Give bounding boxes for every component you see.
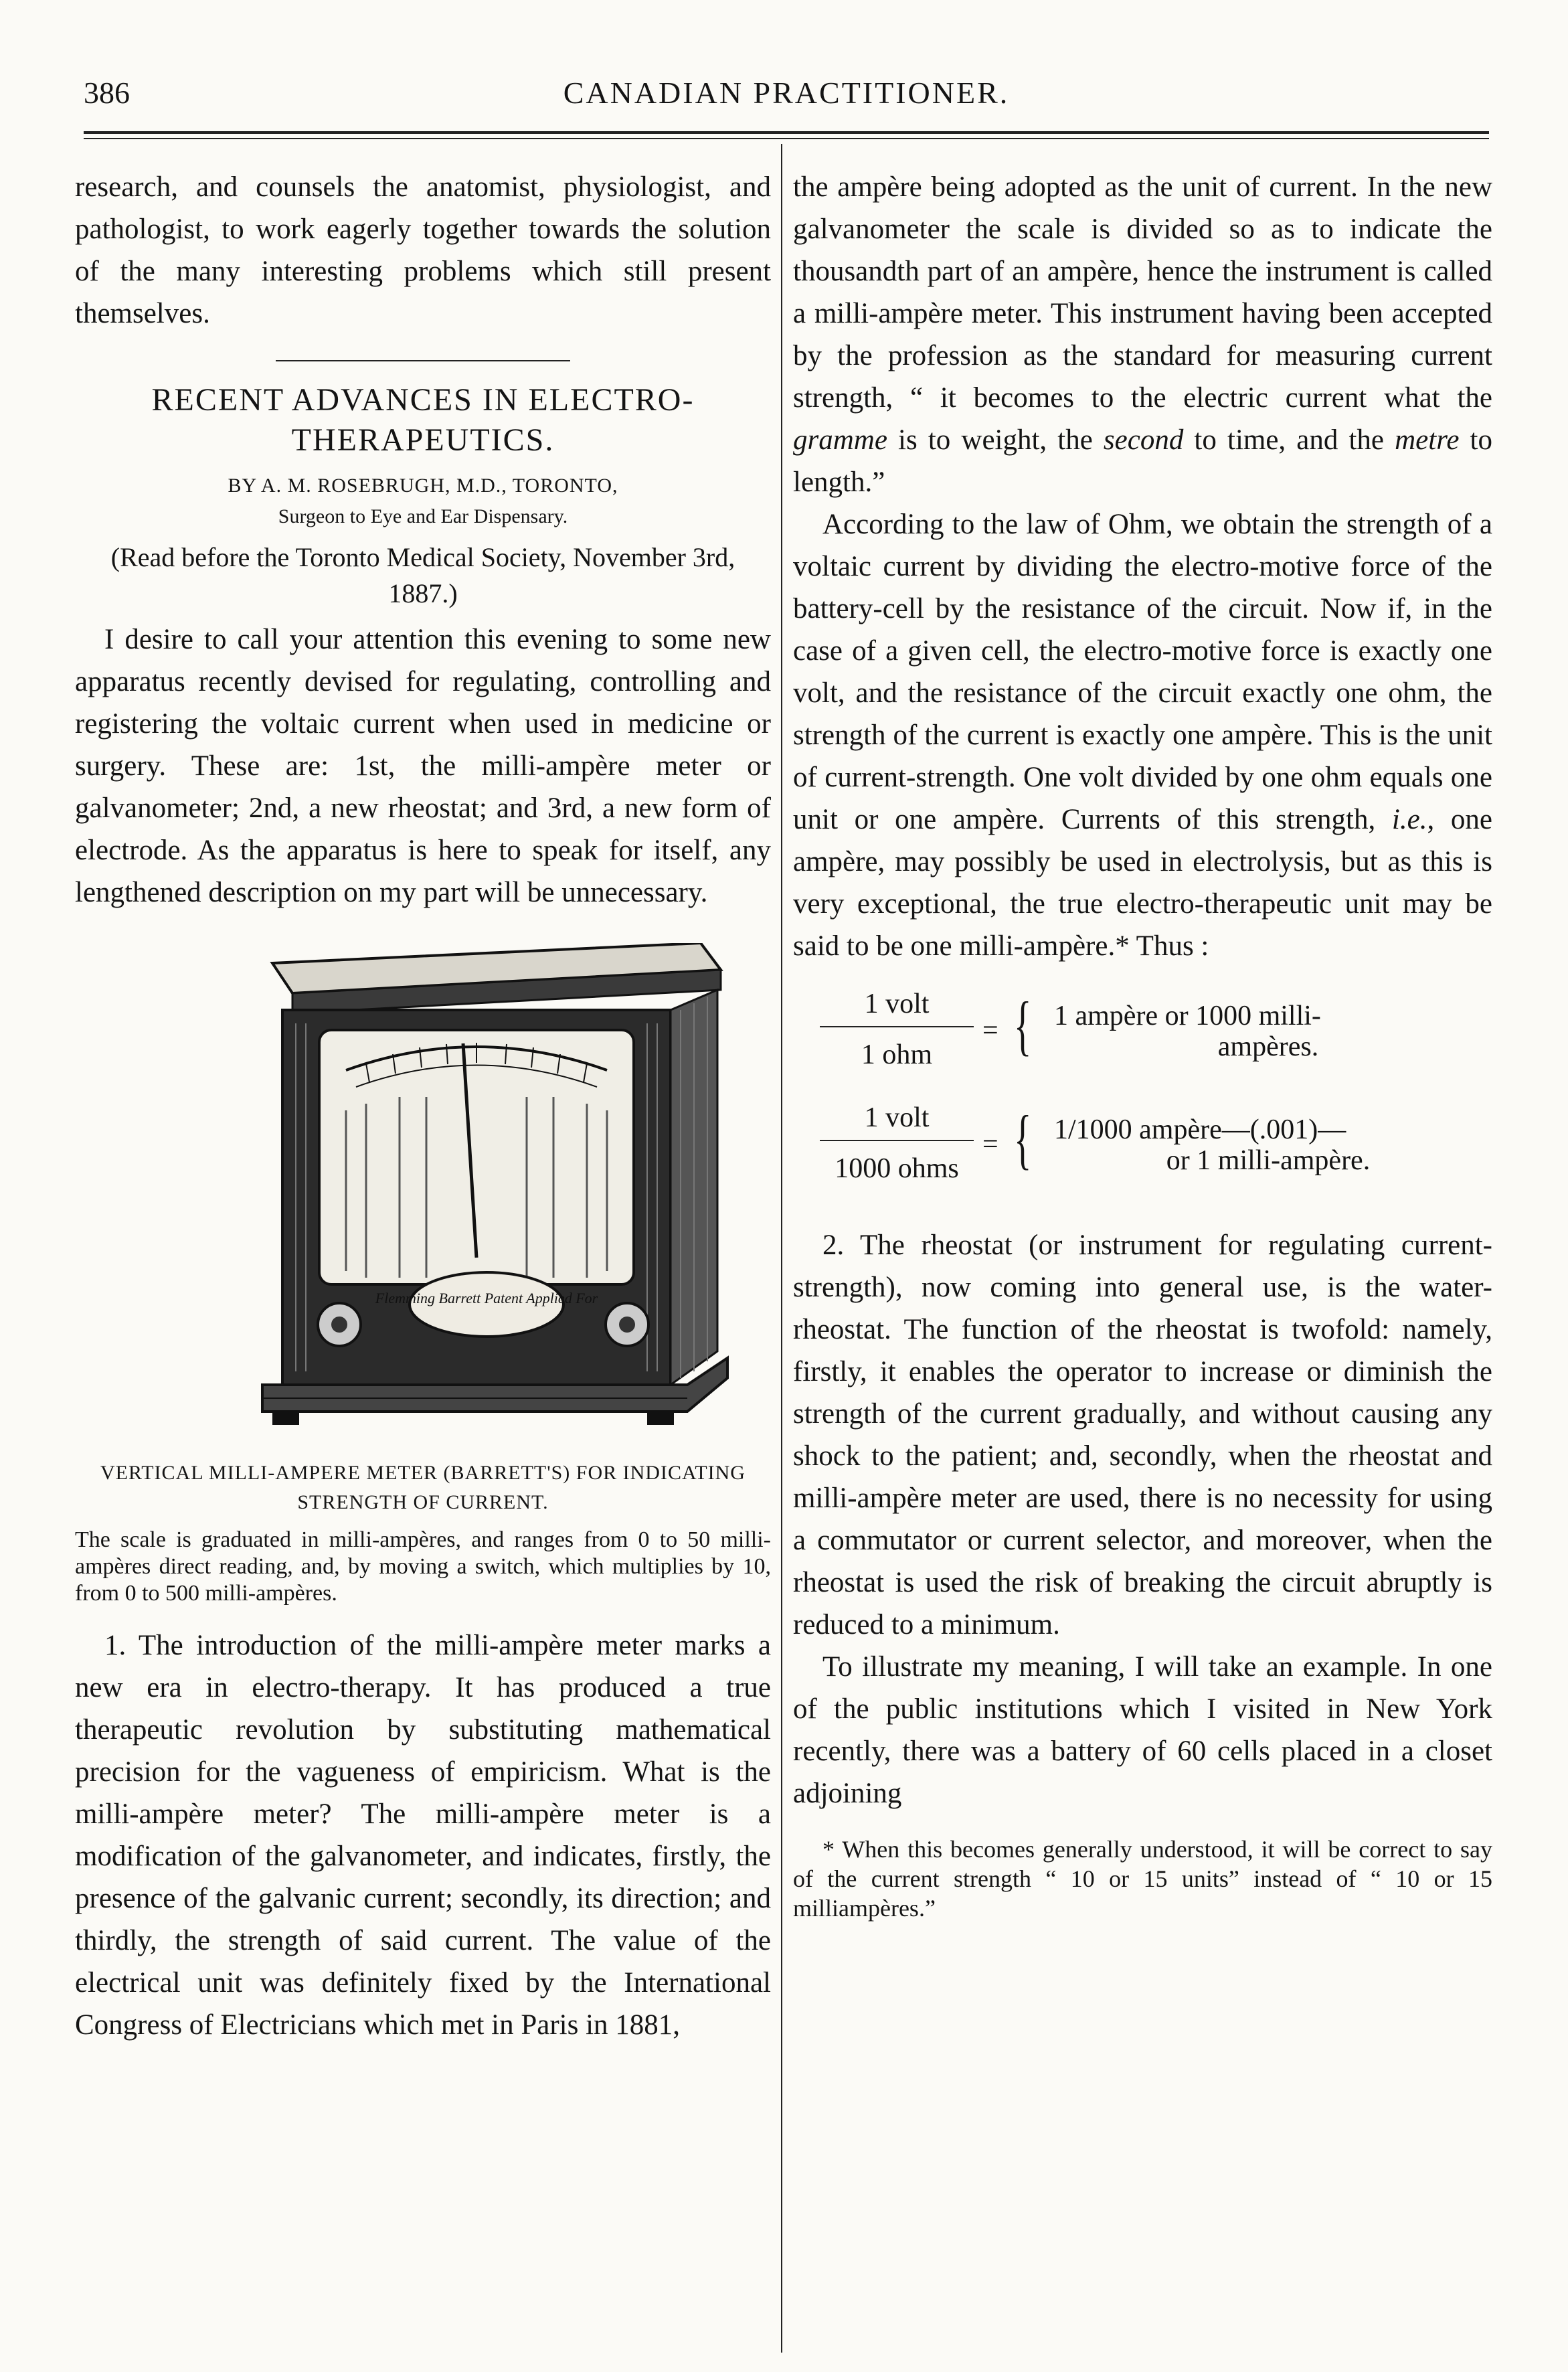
equation-volt-per-ohm: 1 volt 1 ohm = { 1 ampère or 1000 milli- ampères. (793, 983, 1492, 1090)
milliampere-meter-illustration (232, 943, 741, 1438)
paragraph: According to the law of Ohm, we obtain the strength of a voltaic current by dividing the electro-motive force of the battery-cell by the resistance of the circuit. Now if, in the case of a given cell, the electro-motive force is exactly one volt, and the resistance of the circuit exactly one ohm, the strength of the current is exactly one ampère. This is the unit of current-strength. One volt divided by one ohm equals one unit or one ampère. Currents of this strength, i.e., one ampère, may possibly be used in electrolysis, but as this is very exceptional, the true electro-therapeutic unit may be said to be one milli-ampère.* Thus : (793, 509, 1492, 962)
article-title: RECENT ADVANCES IN ELECTRO-THERAPEUTICS. (151, 382, 695, 458)
page-header (84, 75, 1489, 122)
column-divider (781, 144, 782, 2353)
paragraph: I desire to call your attention this evening to some new apparatus recently devised for regulating, controlling and registering the voltaic current when used in medicine or surgery. These are: 1st, the milli-ampère meter or galvanometer; 2nd, a new rheostat; and 3rd, a new form of electrode. As the apparatus is here to speak for itself, any lengthened description on my part will be unnecessary. (75, 624, 771, 908)
left-column (75, 166, 771, 2046)
header-rule-thin (84, 138, 1489, 139)
read-note: (Read before the Toronto Medical Society, November 3rd, 1887.) (110, 542, 735, 608)
right-column (793, 166, 1492, 1923)
running-title: CANADIAN PRACTITIONER. (563, 76, 1010, 110)
figure-caption: The scale is graduated in milli-ampères, and ranges from 0 to 50 milli-ampères direct reading, and, by moving a switch, which multiplies by 10, from 0 to 500 milli-ampères. (75, 1527, 771, 1606)
byline: BY A. M. ROSEBRUGH, M.D., TORONTO, (228, 475, 618, 497)
paragraph: To illustrate my meaning, I will take an example. In one of the public institutions which I visited in New York recently, there was a battery of 60 cells placed in a closet adjoining (793, 1651, 1492, 1809)
section-divider (276, 360, 570, 361)
footnote: * When this becomes generally understood, it will be correct to say of the current strength “ 10 or 15 units” instead of “ 10 or 15 milliampères.” (793, 1836, 1492, 1922)
figure-caption-title: VERTICAL MILLI-AMPERE METER (BARRETT'S) FOR INDICATING STRENGTH OF CURRENT. (100, 1462, 746, 1513)
paragraph: 1. The introduction of the milli-ampère meter marks a new era in electro-therapy. It has produced a true therapeutic revolution by substituting mathematical precision for the vagueness of empiricism. What is the milli-ampère meter? The milli-ampère meter is a modification of the galvanometer, and indicates, firstly, the presence of the galvanic current; secondly, its direction; and thirdly, the strength of said current. The value of the electrical unit was definitely fixed by the International Congress of Electricians which met in Paris in 1881, (75, 1630, 771, 2041)
paragraph: the ampère being adopted as the unit of current. In the new galvanometer the scale is divided so as to indicate the thousandth part of an ampère, hence the instrument is called a milli-ampère meter. This instrument having been accepted by the profession as the standard for measuring current strength, “ it becomes to the electric current what the gramme is to weight, the second to time, and the metre to length.” (793, 171, 1492, 498)
page-number: 386 (84, 76, 130, 110)
intro-paragraph: research, and counsels the anatomist, physiologist, and pathologist, to work eagerly together towards the solution of the many interesting problems which still present themselves. (75, 171, 771, 329)
meter-engraving (232, 943, 741, 1438)
paragraph: 2. The rheostat (or instrument for regulating current-strength), now coming into general use, is the water-rheostat. The function of the rheostat is twofold: namely, firstly, it enables the operator to increase or diminish the strength of the current gradually, and without causing any shock to the patient; and, secondly, when the rheostat and milli-ampère meter are used, there is no necessity for using a commutator or current selector, and moreover, when the rheostat is used the risk of breaking the circuit abruptly is reduced to a minimum. (793, 1230, 1492, 1640)
equation-volt-per-1000-ohms: 1 volt 1000 ohms = { 1/1000 ampère—(.001)— or 1 milli-ampère. (793, 1097, 1492, 1204)
author-affiliation: Surgeon to Eye and Ear Dispensary. (278, 505, 568, 527)
nameplate-label: Flemming Barrett Patent Applied For (375, 1290, 598, 1306)
header-rule (84, 131, 1489, 134)
